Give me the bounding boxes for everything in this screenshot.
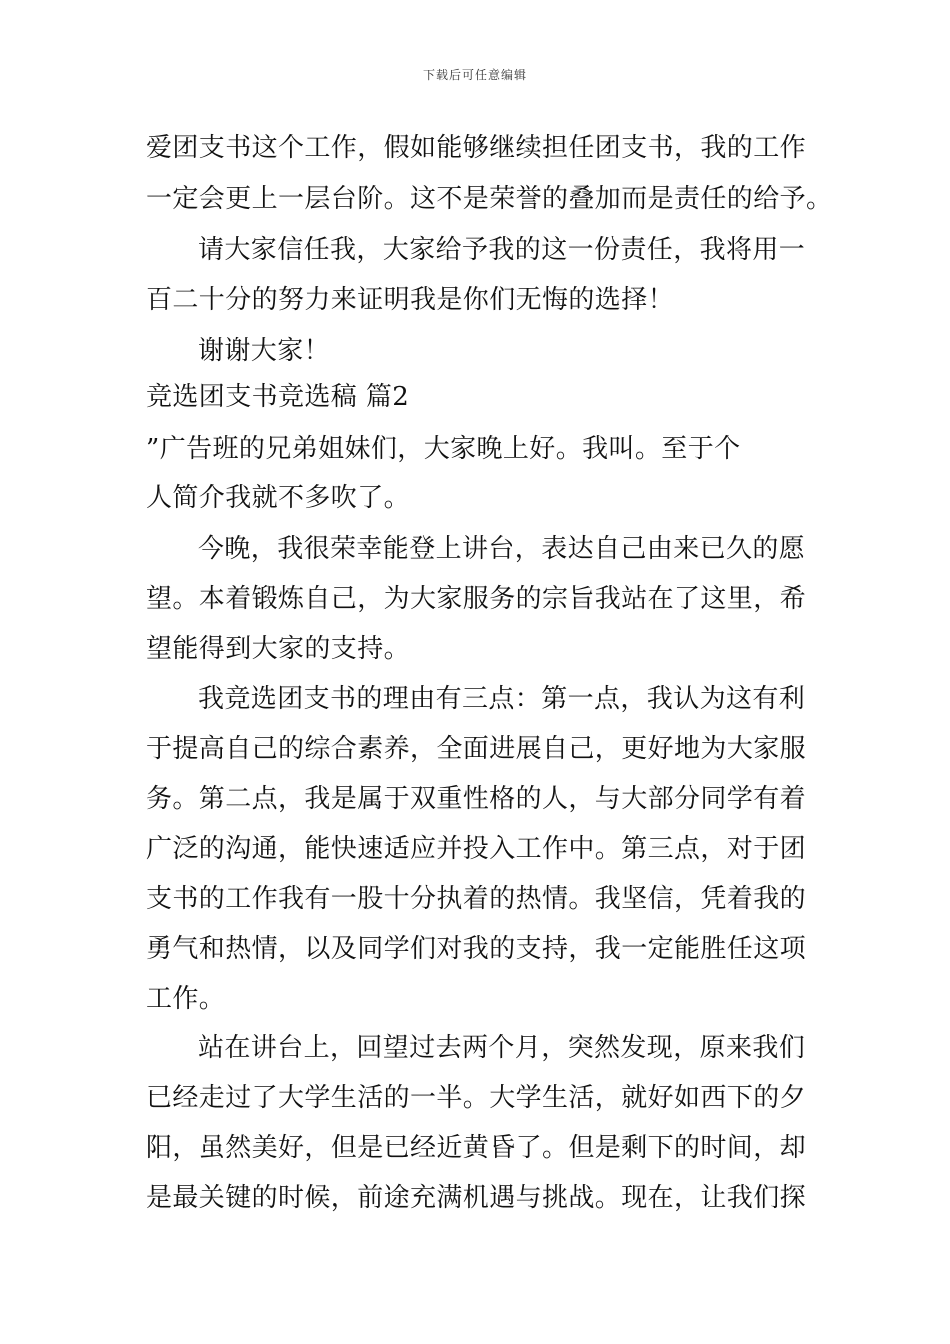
- text-line: 望能得到大家的支持。: [146, 634, 411, 664]
- text-line: 已经走过了大学生活的一半。大学生活，就好如西下的夕: [146, 1083, 807, 1113]
- text-line: 我竞选团支书的理由有三点：第一点，我认为这有利: [198, 684, 806, 714]
- text-line: 今晚，我很荣幸能登上讲台，表达自己由来已久的愿: [198, 534, 806, 564]
- header-note: 下载后可任意编辑: [422, 68, 527, 82]
- text-line: 望。本着锻炼自己，为大家服务的宗旨我站在了这里，希: [146, 584, 807, 614]
- text-line: 站在讲台上，回望过去两个月，突然发现，原来我们: [198, 1033, 806, 1063]
- text-line: 务。第二点，我是属于双重性格的人，与大部分同学有着: [146, 784, 807, 814]
- text-line: 百二十分的努力来证明我是你们无悔的选择！: [146, 285, 675, 315]
- text-line: 爱团支书这个工作，假如能够继续担任团支书，我的工作: [146, 133, 807, 163]
- text-line: 人简介我就不多吹了。: [146, 483, 411, 513]
- text-line: 谢谢大家！: [198, 336, 331, 366]
- text-line: 广泛的沟通，能快速适应并投入工作中。第三点，对于团: [146, 834, 807, 864]
- text-line: 阳，虽然美好，但是已经近黄昏了。但是剩下的时间，却: [146, 1133, 807, 1163]
- text-line: 勇气和热情，以及同学们对我的支持，我一定能胜任这项: [146, 934, 807, 964]
- section-heading: 竞选团支书竞选稿 篇2: [146, 382, 410, 412]
- text-line: 是最关键的时候，前途充满机遇与挑战。现在，让我们探: [146, 1183, 807, 1213]
- text-line: ”广告班的兄弟姐妹们，大家晚上好。我叫。至于个: [146, 434, 741, 464]
- text-line: 工作。: [146, 984, 226, 1014]
- text-line: 请大家信任我，大家给予我的这一份责任，我将用一: [198, 235, 806, 265]
- text-line: 一定会更上一层台阶。这不是荣誉的叠加而是责任的给予。: [146, 184, 833, 214]
- text-line: 于提高自己的综合素养，全面进展自己，更好地为大家服: [146, 734, 807, 764]
- text-line: 支书的工作我有一股十分执着的热情。我坚信，凭着我的: [146, 884, 807, 914]
